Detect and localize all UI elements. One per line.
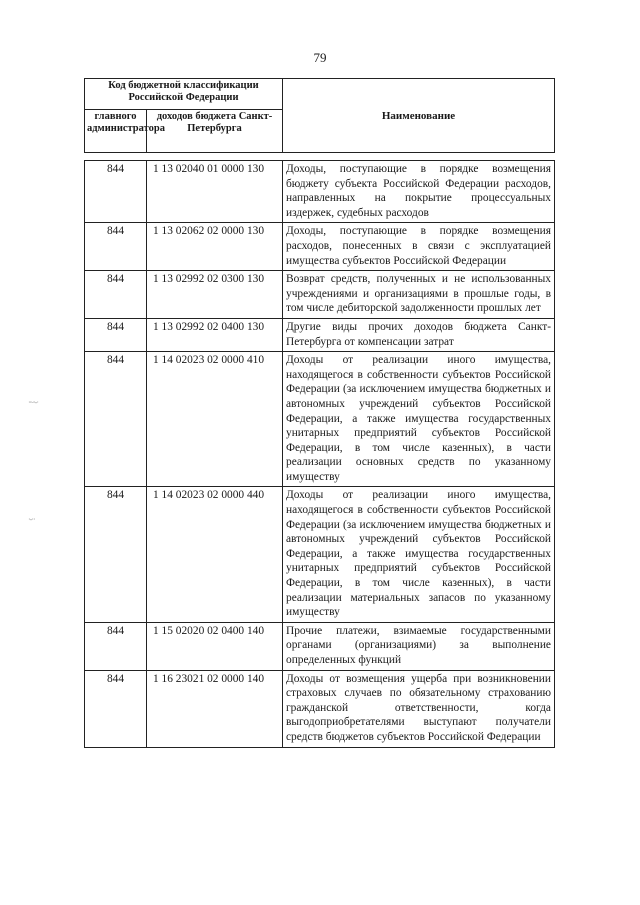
- budget-code-cell: 1 13 02062 02 0000 130: [147, 223, 283, 271]
- admin-code-cell: 844: [85, 223, 147, 271]
- table-row: [85, 318, 555, 351]
- revenue-name-cell: Доходы от возмещения ущерба при возникновении страховых случаев по обязательному страхованию гражданской ответственности, когда выгодоприобретателями выступают получатели средств бюджетов субъектов Российской Федерации: [283, 670, 555, 747]
- revenue-column-header: доходов бюджета Санкт-Петербурга: [147, 110, 283, 153]
- name-column-header: Наименование: [283, 79, 555, 153]
- admin-code-cell: 844: [85, 318, 147, 351]
- revenue-name-cell: Доходы, поступающие в порядке возмещения расходов, понесенных в связи с эксплуатацией имущества субъектов Российской Федерации: [283, 223, 555, 271]
- revenue-name-cell: Возврат средств, полученных и не использованных учреждениями и организациями в прошлые годы, в том числе дебиторской задолженности прошлых лет: [283, 271, 555, 319]
- margin-mark: ·~·-·: [28, 398, 38, 407]
- table-row: [85, 622, 555, 670]
- table-row: [85, 487, 555, 622]
- budget-code-cell: 1 14 02023 02 0000 410: [147, 352, 283, 487]
- budget-code-cell: 1 16 23021 02 0000 140: [147, 670, 283, 747]
- table-header: [84, 78, 555, 153]
- budget-code-cell: 1 15 02020 02 0400 140: [147, 622, 283, 670]
- revenue-name-cell: Доходы от реализации иного имущества, находящегося в собственности субъектов Российской Федерации (за исключением имущества бюджетных и автономных учреждений субъектов Российской Федерации, а также имущества государственных унитарных предприятий субъектов Российской Федерации, в том числе казенных), в части реализации материальных запасов по указанному имуществу: [283, 487, 555, 622]
- table-row: [85, 223, 555, 271]
- table-row: [85, 352, 555, 487]
- budget-code-cell: 1 14 02023 02 0000 440: [147, 487, 283, 622]
- admin-code-cell: 844: [85, 487, 147, 622]
- page-number: 79: [313, 50, 327, 65]
- admin-code-cell: 844: [85, 271, 147, 319]
- table-row: [85, 670, 555, 747]
- revenue-name-cell: Другие виды прочих доходов бюджета Санкт-Петербурга от компенсации затрат: [283, 318, 555, 351]
- revenue-name-cell: Доходы, поступающие в порядке возмещения бюджету субъекта Российской Федерации расходов, направленных на покрытие процессуальных издержек, судебных расходов: [283, 161, 555, 223]
- revenue-name-cell: Прочие платежи, взимаемые государственными органами (организациями) за выполнение определенных функций: [283, 622, 555, 670]
- budget-code-cell: 1 13 02992 02 0400 130: [147, 318, 283, 351]
- revenue-table: [84, 160, 555, 748]
- revenue-name-cell: Доходы от реализации иного имущества, находящегося в собственности субъектов Российской Федерации (за исключением имущества бюджетных и автономных учреждений субъектов Российской Федерации, а также имущества государственных унитарных предприятий субъектов Российской Федерации, в том числе казенных), в части реализации основных средств по указанному имуществу: [283, 352, 555, 487]
- budget-classification-header: Код бюджетной классификации Российской Федерации: [85, 79, 283, 110]
- admin-code-cell: 844: [85, 622, 147, 670]
- admin-code-cell: 844: [85, 161, 147, 223]
- admin-code-cell: 844: [85, 670, 147, 747]
- admin-column-header: главного администратора: [85, 110, 147, 153]
- admin-code-cell: 844: [85, 352, 147, 487]
- table-row: [85, 161, 555, 223]
- margin-mark: ·-··: [28, 515, 35, 524]
- budget-code-cell: 1 13 02040 01 0000 130: [147, 161, 283, 223]
- table-row: [85, 271, 555, 319]
- budget-code-cell: 1 13 02992 02 0300 130: [147, 271, 283, 319]
